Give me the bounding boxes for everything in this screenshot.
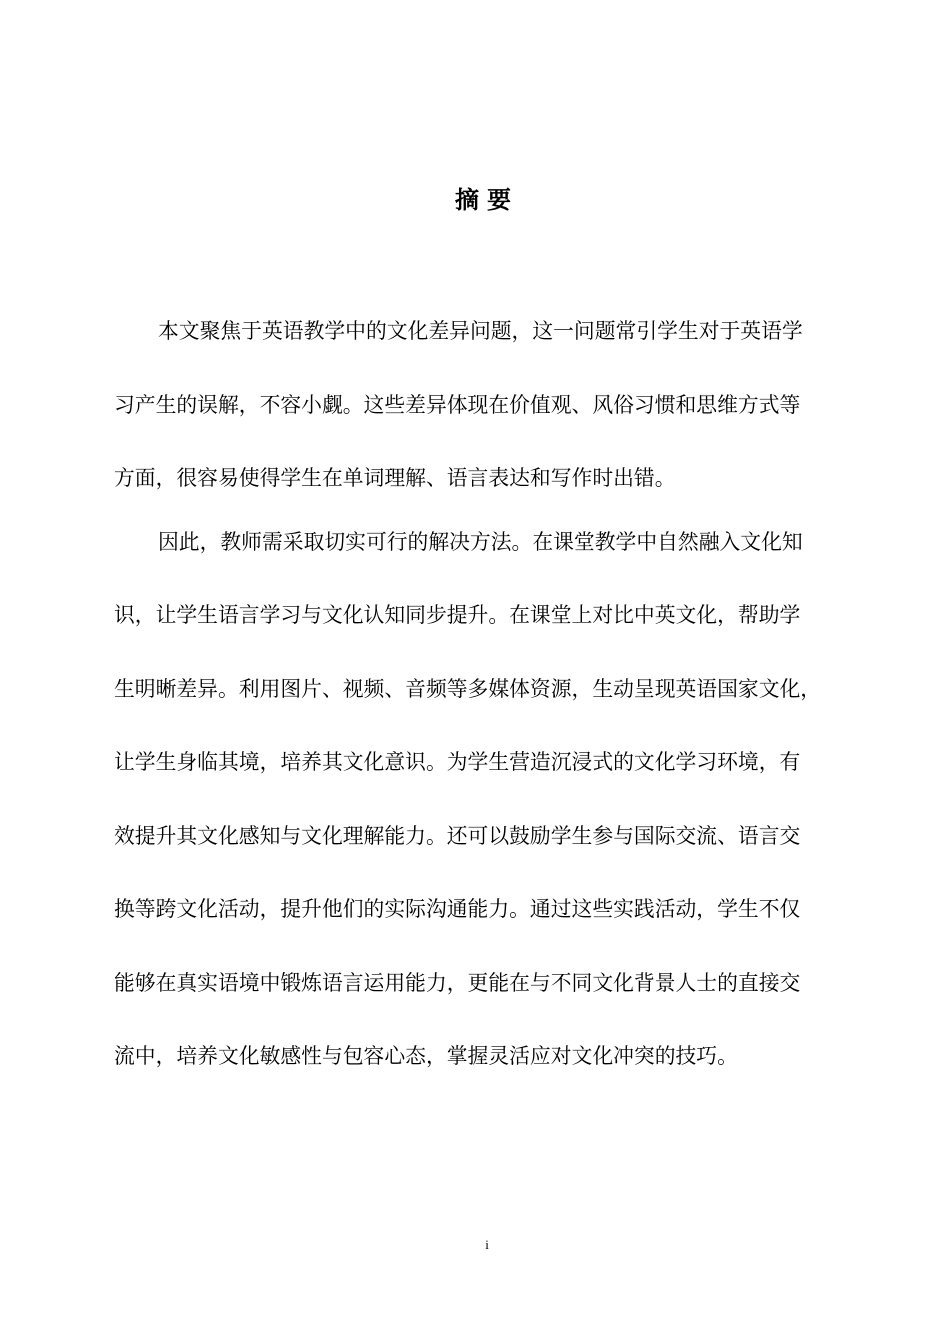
- paragraph-line: 换等跨文化活动，提升他们的实际沟通能力。通过这些实践活动，学生不仅: [114, 897, 801, 921]
- paragraph-line: 能够在真实语境中锻炼语言运用能力，更能在与不同文化背景人士的直接交: [114, 971, 801, 995]
- paragraph-line: 识，让学生语言学习与文化认知同步提升。在课堂上对比中英文化，帮助学: [114, 603, 801, 627]
- paragraph-line: 方面，很容易使得学生在单词理解、语言表达和写作时出错。: [114, 466, 676, 490]
- paragraph-line: 流中，培养文化敏感性与包容心态，掌握灵活应对文化冲突的技巧。: [114, 1044, 738, 1068]
- paragraph-line: 习产生的误解，不容小觑。这些差异体现在价值观、风俗习惯和思维方式等: [114, 393, 801, 417]
- paragraph-line: 本文聚焦于英语教学中的文化差异问题，这一问题常引学生对于英语学: [158, 319, 803, 343]
- abstract-title: 摘要: [455, 186, 519, 214]
- paragraph-line: 因此，教师需采取切实可行的解决方法。在课堂教学中自然融入文化知: [158, 530, 803, 554]
- paragraph-line: 生明晰差异。利用图片、视频、音频等多媒体资源，生动呈现英语国家文化，: [114, 677, 822, 701]
- page-number: i: [485, 1237, 489, 1252]
- paragraph-line: 效提升其文化感知与文化理解能力。还可以鼓励学生参与国际交流、语言交: [114, 824, 801, 848]
- paragraph-line: 让学生身临其境，培养其文化意识。为学生营造沉浸式的文化学习环境，有: [114, 750, 801, 774]
